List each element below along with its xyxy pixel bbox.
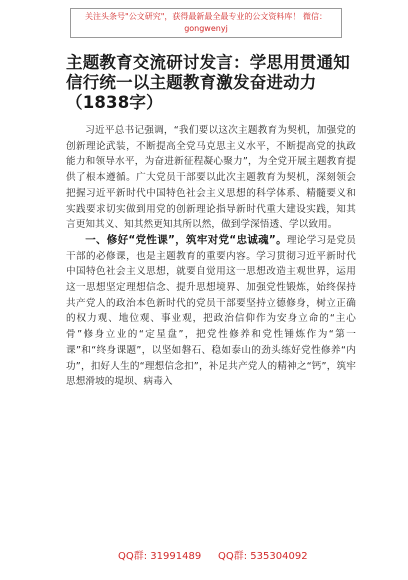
document-title: 主题教育交流研讨发言：学思用贯通知信行统一以主题教育激发奋进动力（1838字） [66, 53, 350, 112]
intro-paragraph: 习近平总书记强调，“我们要以这次主题教育为契机，加强党的创新理论武装，不断提高全党马克思主义水平，不断提高党的执政能力和领导水平，为奋进新征程凝心聚力”，为全党开展主题教育提供了根本遵循。广大党员干部要以此次主题教育为契机，深刻领会把握习近平新时代中国特色社会主义思想的科学体系、精髓要义和实践要求切实做到用党的创新理论指导新时代重大建设实践，知其言更知其义、知其然更知其所以然，做到学深悟透、学以致用。 [66, 125, 356, 231]
section-paragraph [66, 233, 356, 390]
footer-qq-group-2: QQ群: 535304092 [218, 551, 308, 562]
header-banner [70, 8, 342, 38]
document-body [66, 123, 356, 390]
section-heading: 一、修好“党性课”，筑牢对党“忠诚魂”。 [85, 233, 287, 246]
footer-qq-group-1: QQ群: 31991489 [118, 551, 202, 562]
banner-text: 关注头条号"公文研究"，获得最新最全最专业的公文资料库！ 微信：gongwenyj [85, 12, 327, 33]
footer-bar [0, 547, 408, 567]
section-text: 理论学习是党员干部的必修课，也是主题教育的重要内容。学习贯彻习近平新时代中国特色社会主义思想，就要自觉用这一思想改造主观世界，运用这一思想坚定理想信念、提升思想境界、加强党性锻炼，始终保持共产党人的政治本色新时代的党员干部要坚持立德修身，树立正确的权力观、地位观、事业观，把政治信仰作为安身立命的“主心骨”修身立业的“定星盘”，把党性修养和党性锤炼作为“第一课”和“终身课题”，以坚如磐石、稳如泰山的劲头练好党性修养“内功”，扣好人生的“理想信念扣”，补足共产党人的精神之“钙”，筑牢思想滑坡的堤坝、病毒入 [66, 234, 356, 388]
